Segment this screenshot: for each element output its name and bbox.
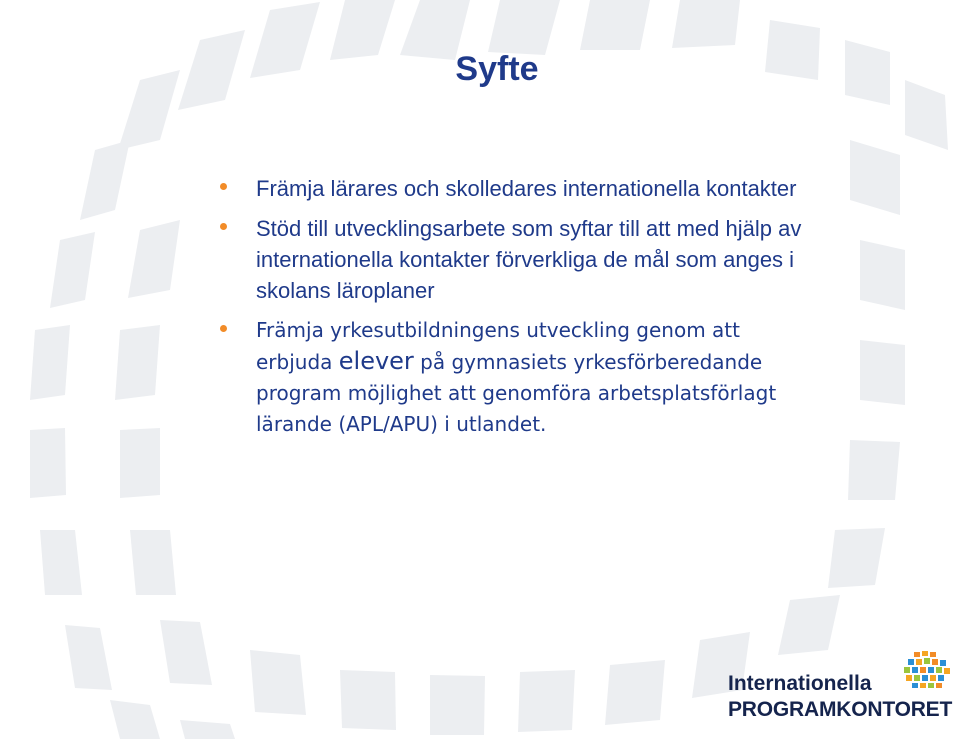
bullet-text: Stöd till utvecklingsarbete som syftar till att med hjälp av internationella kontakter förverkliga de mål som anges i skolans läroplaner — [256, 216, 802, 303]
bullet-dot-icon — [220, 223, 227, 230]
bullet-list — [220, 173, 820, 449]
logo-text-line2: PROGRAMKONTORET — [728, 698, 953, 721]
bullet-text-part: på gymnasiets yrkesförberedande program möjlighet att genomföra arbetsplatsförlagt lärande (APL/APU) i utlandet. — [256, 350, 777, 436]
bullet-item — [220, 315, 820, 440]
slide-title: Syfte — [455, 50, 539, 88]
bullet-text — [256, 318, 776, 436]
logo-text-line1: Internationella — [728, 672, 872, 695]
globe-logo-icon — [900, 650, 952, 694]
bullet-dot-icon — [220, 325, 227, 332]
bullet-dot-icon — [220, 183, 227, 190]
bullet-text: Främja lärares och skolledares internationella kontakter — [256, 176, 797, 201]
bullet-item — [220, 213, 820, 306]
bullet-item — [220, 173, 820, 204]
bullet-text-part: Främja yrkesutbildningens utveckling genom att erbjuda — [256, 318, 740, 374]
organization-logo — [728, 650, 960, 739]
bullet-text-emphasis: elever — [338, 347, 414, 375]
